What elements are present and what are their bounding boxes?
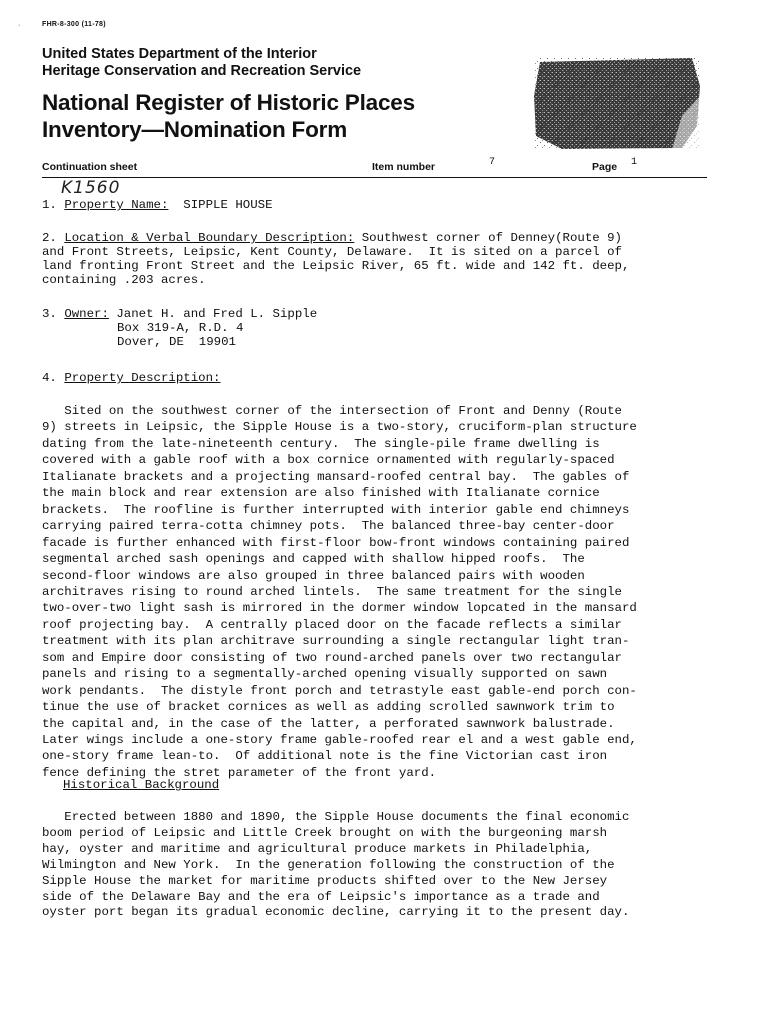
paragraph-line: tinue the use of bracket cornices as well as adding scrolled sawnwork trim to bbox=[42, 700, 615, 715]
continuation-row bbox=[42, 157, 707, 178]
form-code: FHR-8-300 (11-78) bbox=[42, 21, 106, 28]
header-rule bbox=[42, 177, 707, 178]
paragraph-line: Later wings include a one-story frame gable-roofed rear el and a west gable end, bbox=[42, 733, 637, 747]
paragraph-line: Italianate brackets and a projecting mansard-roofed central bay. The gables of bbox=[42, 469, 630, 484]
agency-line-1: United States Department of the Interior bbox=[42, 46, 317, 62]
location-line: containing .203 acres. bbox=[42, 273, 206, 287]
continuation-sheet-label: Continuation sheet bbox=[42, 161, 138, 173]
paragraph-line: Sited on the southwest corner of the intersection of Front and Denny (Route bbox=[42, 404, 622, 418]
paragraph-line: roof projecting bay. A centrally placed door on the facade reflects a similar bbox=[42, 617, 622, 632]
property-name-value: SIPPLE HOUSE bbox=[183, 198, 273, 212]
section-label: Owner: bbox=[64, 307, 109, 321]
section-label: Property Description: bbox=[64, 371, 221, 385]
paragraph-line: second-floor windows are also grouped in three balanced pairs with wooden bbox=[42, 568, 585, 583]
paragraph-line: two-over-two light sash is mirrored in the dormer window lopcated in the mansard bbox=[42, 601, 637, 616]
paragraph-line: one-story frame lean-to. Of additional note is the fine Victorian cast iron bbox=[42, 749, 608, 764]
section-label: Property Name: bbox=[64, 198, 169, 212]
paragraph-line: 9) streets in Leipsic, the Sipple House is a two-story, cruciform-plan structure bbox=[42, 420, 637, 435]
paragraph-line: covered with a gable roof with a box cornice ornamented with regularly-spaced bbox=[42, 453, 615, 468]
form-title-line-2: Inventory—Nomination Form bbox=[42, 117, 348, 142]
received-stamp-box bbox=[532, 56, 702, 151]
section-label: Location & Verbal Boundary Description: bbox=[64, 231, 355, 245]
section-number: 4. bbox=[42, 371, 57, 385]
section-description bbox=[42, 371, 220, 385]
margin-mark: · bbox=[18, 22, 21, 29]
section-number: 1. bbox=[42, 198, 57, 212]
paragraph-line: segmental arched sash openings and capped with shallow hipped roofs. The bbox=[42, 552, 585, 567]
historical-background-heading: Historical Background bbox=[63, 778, 220, 792]
paragraph-line: Sipple House the market for maritime products shifted over to the New Jersey bbox=[42, 873, 608, 888]
paragraph-line: Erected between 1880 and 1890, the Sipple House documents the final economic bbox=[42, 810, 630, 824]
paragraph-line: the main block and rear extension are also finished with Italianate cornice bbox=[42, 486, 600, 501]
location-text: Southwest corner of Denney(Route 9) bbox=[361, 231, 622, 245]
page-number-value: 1 bbox=[631, 157, 638, 168]
paragraph-line: fence defining the stret parameter of the front yard. bbox=[42, 765, 437, 780]
section-number: 2. bbox=[42, 231, 57, 245]
paragraph-line: facade is further enhanced with first-floor bow-front windows containing paired bbox=[42, 535, 630, 550]
agency-line-2: Heritage Conservation and Recreation Service bbox=[42, 62, 362, 79]
paragraph-line: carrying paired terra-cotta chimney pots. The balanced three-bay center-door bbox=[42, 519, 615, 534]
section-owner bbox=[42, 307, 317, 321]
paragraph-line: side of the Delaware Bay and the era of Leipsic's importance as a trade and bbox=[42, 889, 600, 904]
owner-name: Janet H. and Fred L. Sipple bbox=[116, 307, 318, 321]
page-label: Page bbox=[592, 161, 618, 173]
item-number-value: 7 bbox=[489, 157, 496, 168]
location-line: and Front Streets, Leipsic, Kent County, Delaware. It is sited on a parcel of bbox=[42, 245, 622, 259]
form-title bbox=[42, 89, 415, 143]
section-number: 3. bbox=[42, 307, 57, 321]
section-property-name bbox=[42, 198, 273, 212]
form-title-line-1: National Register of Historic Places bbox=[42, 90, 415, 115]
paragraph-line: Wilmington and New York. In the generation following the construction of the bbox=[42, 857, 615, 872]
paragraph-line: som and Empire door consisting of two round-arched panels over two rectangular bbox=[42, 650, 622, 665]
location-line: land fronting Front Street and the Leipsic River, 65 ft. wide and 142 ft. deep, bbox=[42, 259, 630, 273]
paragraph-line: architraves rising to round arched lintels. The same treatment for the single bbox=[42, 584, 622, 599]
handwritten-site-number: K1560 bbox=[61, 178, 121, 198]
paragraph-line: boom period of Leipsic and Little Creek brought on with the burgeoning marsh bbox=[42, 825, 608, 840]
owner-address-line: Dover, DE 19901 bbox=[117, 335, 236, 349]
paragraph-line: dating from the late-nineteenth century. The single-pile frame dwelling is bbox=[42, 436, 600, 451]
owner-address-line: Box 319-A, R.D. 4 bbox=[117, 321, 244, 335]
paragraph-line: hay, oyster and maritime and agricultural produce markets in Philadelphia, bbox=[42, 841, 593, 856]
paragraph-line: treatment with its plan architrave surrounding a single rectangular light tran- bbox=[42, 634, 630, 649]
agency-heading bbox=[42, 46, 361, 79]
paragraph-line: the capital and, in the case of the latter, a perforated sawnwork balustrade. bbox=[42, 716, 615, 731]
section-location bbox=[42, 231, 622, 245]
paragraph-line: work pendants. The distyle front porch and tetrastyle east gable-end porch con- bbox=[42, 683, 637, 698]
paragraph-line: oyster port began its gradual economic decline, carrying it to the present day. bbox=[42, 905, 630, 920]
item-number-label: Item number bbox=[372, 161, 436, 173]
paragraph-line: panels and rising to a segmentally-arched opening visually supported on sawn bbox=[42, 667, 608, 682]
paragraph-line: brackets. The roofline is further interrupted with interior gable end chimneys bbox=[42, 502, 630, 517]
